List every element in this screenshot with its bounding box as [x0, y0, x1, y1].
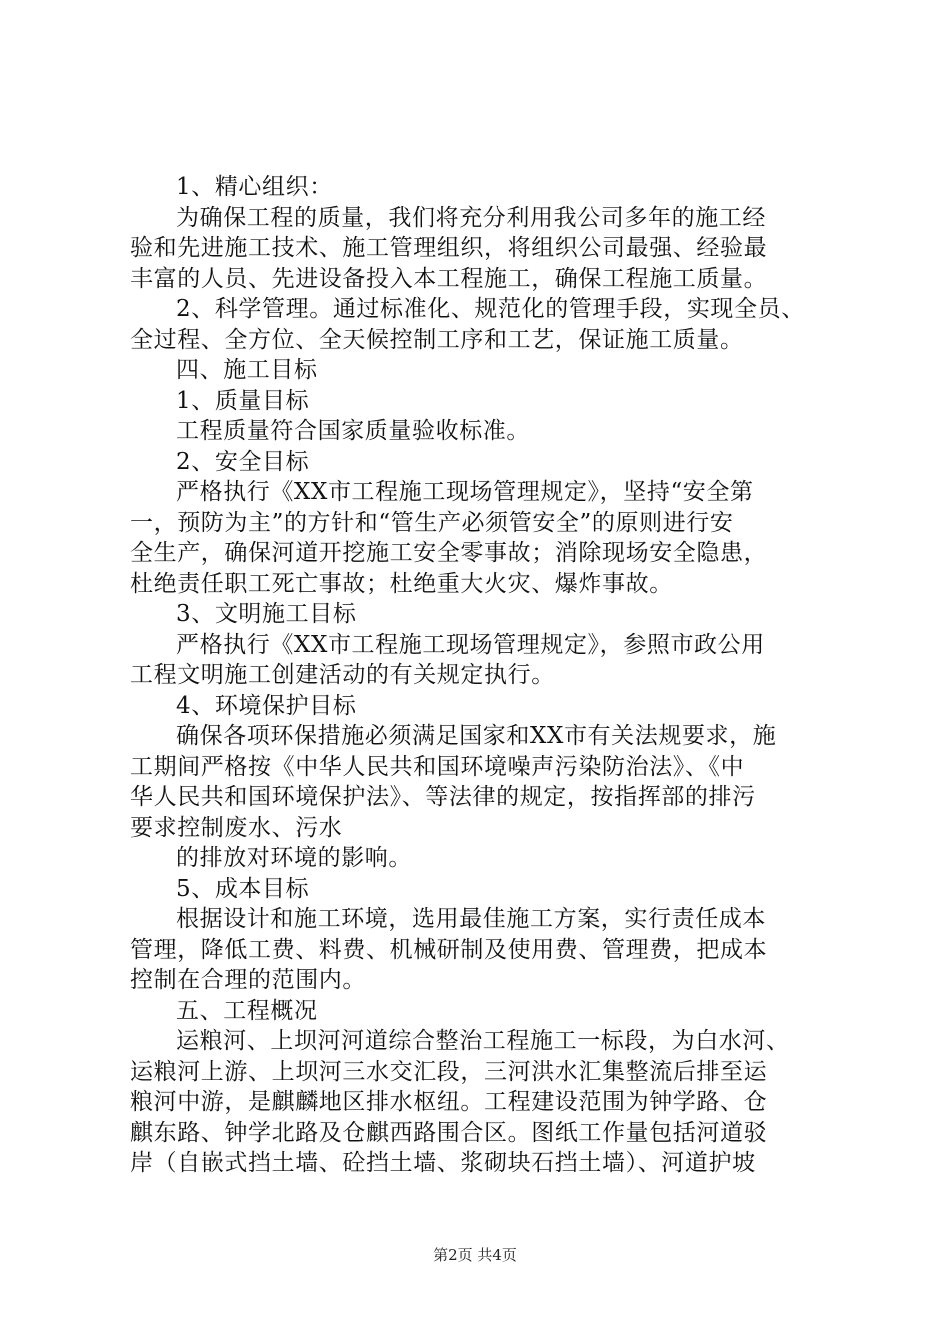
text-line: 控制在合理的范围内。 [130, 967, 366, 993]
text-line: 的排放对环境的影响。 [176, 845, 412, 871]
text-line: 验和先进施工技术、施工管理组织，将组织公司最强、经验最 [130, 235, 768, 261]
text-line: 1、质量目标 [176, 387, 310, 414]
text-line: 3、文明施工目标 [176, 601, 357, 627]
text-line: 管理，降低工费、料费、机械研制及使用费、管理费，把成本 [130, 936, 768, 963]
text-line: 严格执行《XX市工程施工现场管理规定》，坚持“安全第 [176, 479, 754, 505]
text-line: 全生产，确保河道开挖施工安全零事故；消除现场安全隐患， [130, 540, 768, 566]
text-line: 工程质量符合国家质量验收标准。 [176, 418, 530, 444]
text-line: 2、安全目标 [176, 448, 310, 475]
text-line: 五、工程概况 [176, 997, 318, 1024]
text-line: 四、施工目标 [176, 357, 318, 383]
text-line: 5、成本目标 [176, 875, 310, 902]
text-line: 确保各项环保措施必须满足国家和XX市有关法规要求，施 [176, 723, 777, 749]
text-line: 运粮河、上坝河河道综合整治工程施工一标段，为白水河、 [176, 1028, 790, 1054]
page-footer: 第2页 共4页 [433, 1246, 517, 1264]
text-line: 麒东路、钟学北路及仓麒西路围合区。图纸工作量包括河道驳 [130, 1119, 768, 1146]
text-line: 4、环境保护目标 [176, 692, 357, 719]
text-line: 严格执行《XX市工程施工现场管理规定》，参照市政公用 [176, 631, 765, 658]
text-line: 为确保工程的质量，我们将充分利用我公司多年的施工经 [176, 204, 766, 231]
text-line: 根据设计和施工环境，选用最佳施工方案，实行责任成本 [176, 906, 766, 932]
text-line: 丰富的人员、先进设备投入本工程施工，确保工程施工质量。 [130, 265, 768, 292]
text-line: 岸（自嵌式挡土墙、砼挡土墙、浆砌块石挡土墙）、河道护坡 [130, 1150, 756, 1176]
text-line: 全过程、全方位、全天候控制工序和工艺，保证施工质量。 [130, 326, 744, 353]
text-line: 一，预防为主”的方针和“管生产必须管安全”的原则进行安 [130, 509, 734, 536]
text-line: 工程文明施工创建活动的有关规定执行。 [130, 662, 555, 688]
text-line: 2、科学管理。通过标准化、规范化的管理手段，实现全员、 [176, 296, 805, 322]
text-line: 运粮河上游、上坝河三水交汇段，三河洪水汇集整流后排至运 [130, 1058, 768, 1085]
text-line: 粮河中游，是麒麟地区排水枢纽。工程建设范围为钟学路、仓 [130, 1089, 768, 1115]
text-line: 杜绝责任职工死亡事故；杜绝重大火灾、爆炸事故。 [130, 570, 673, 597]
text-line: 要求控制废水、污水 [130, 814, 343, 841]
document-body [130, 172, 850, 1179]
text-line: 工期间严格按《中华人民共和国环境噪声污染防治法》、《中 [130, 753, 745, 780]
text-line: 华人民共和国环境保护法》、等法律的规定，按指挥部的排污 [130, 784, 756, 810]
text-line: 1、精心组织： [176, 174, 333, 200]
